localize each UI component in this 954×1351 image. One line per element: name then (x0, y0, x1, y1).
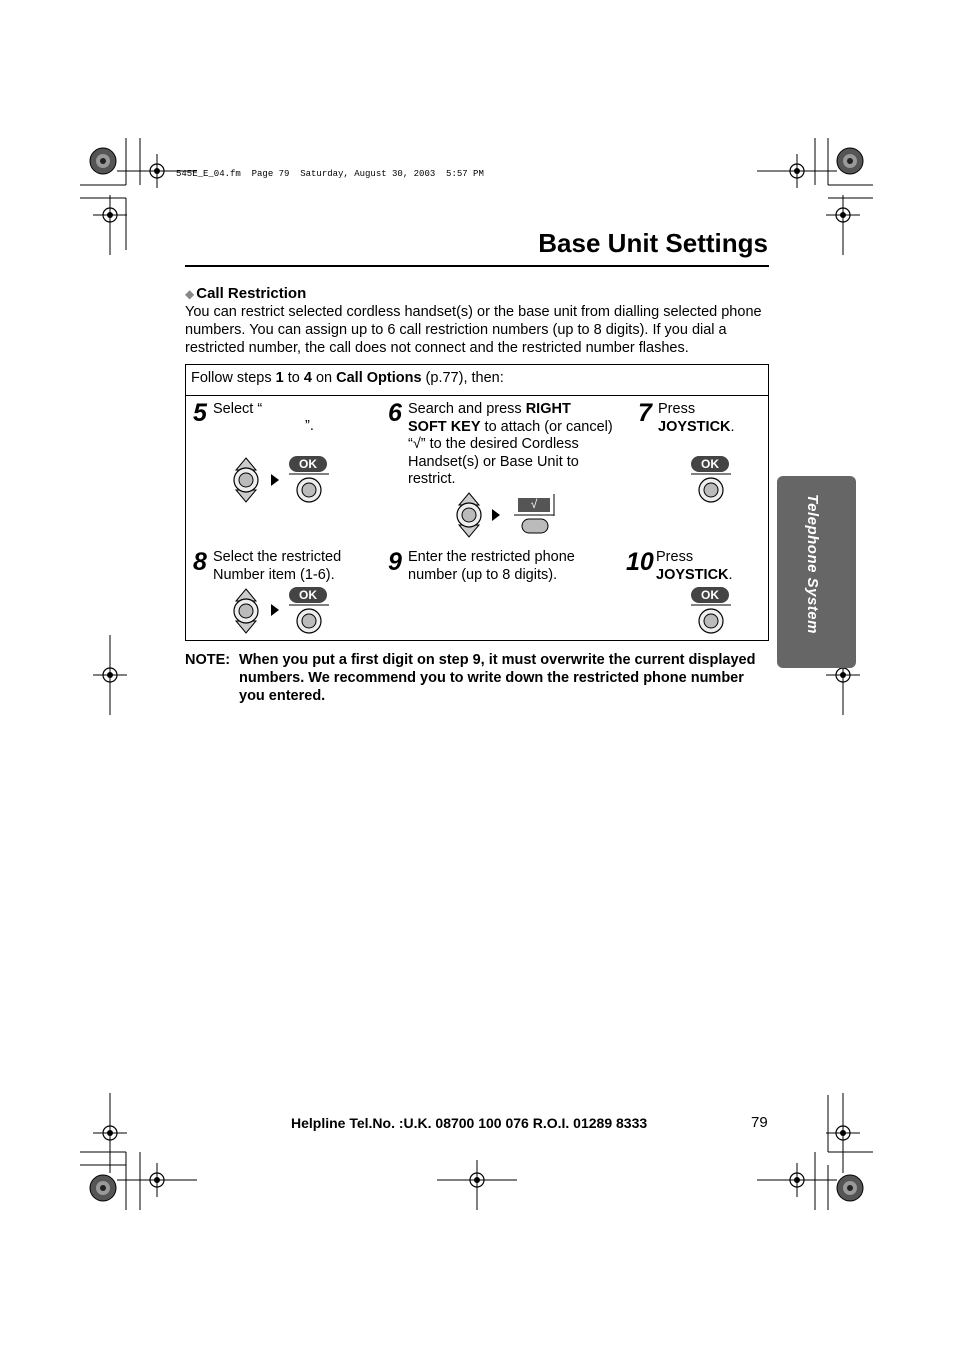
step-6-key-b: SOFT KEY (408, 418, 481, 435)
ok-joystick-step10 (691, 587, 731, 640)
joystick-icon (452, 491, 486, 539)
step-7-end: . (730, 418, 735, 435)
arrow-right-icon (270, 603, 280, 617)
step-10-end: . (728, 566, 733, 583)
step-7-number: 7 (638, 399, 652, 427)
steps-box-divider (185, 395, 769, 396)
step-9-text: Enter the restricted phone number (up to 8 digits). (408, 549, 575, 583)
joystick-icon (229, 587, 263, 635)
check-mark-label: √ (530, 497, 538, 511)
arrow-right-icon (270, 473, 280, 487)
soft-key-display (514, 494, 554, 514)
follow-step-start: 1 (275, 370, 284, 386)
step-8-text: Select the restricted Number item (1-6). (213, 549, 342, 583)
step-7-text (658, 401, 735, 436)
step-6-text-a: Search and press (408, 401, 526, 417)
joystick-icon (289, 472, 329, 504)
step-8-number: 8 (193, 548, 207, 576)
step-5-text-b: ”. (305, 418, 314, 434)
follow-step-end: 4 (303, 370, 312, 386)
follow-text: on (311, 370, 337, 386)
step-10-text (656, 549, 733, 584)
ok-button-icon: OK (289, 456, 327, 472)
joystick-icon (229, 456, 263, 504)
follow-steps (191, 370, 504, 388)
step-10-press: Press (656, 549, 694, 565)
step-6-text-b: to attach (or cancel) “√” to the desired Cordless Handset(s) or Base Unit to restrict. (408, 418, 613, 487)
soft-key-icon (521, 518, 549, 534)
ok-button-icon: OK (691, 456, 729, 472)
footer-helpline: Helpline Tel.No. :U.K. 08700 100 076 R.O.I. 01289 8333 (291, 1115, 648, 1131)
title-rule (185, 265, 769, 267)
note-label: NOTE: (185, 652, 231, 668)
ok-joystick-step8 (289, 587, 329, 640)
follow-text: (p.77), then: (421, 370, 504, 386)
joystick-icon (691, 472, 731, 504)
step-6-key-a: RIGHT (525, 401, 571, 417)
side-tab (777, 476, 856, 668)
ok-joystick-step5 (289, 456, 329, 509)
ok-button-icon: OK (691, 587, 729, 603)
joystick-icon (691, 603, 731, 635)
section-title-text: Call Restriction (196, 285, 307, 302)
page-title: Base Unit Settings (538, 228, 768, 258)
side-tab-label: Telephone System (804, 494, 821, 634)
step-10-key: JOYSTICK (656, 566, 729, 583)
arrow-right-icon (491, 508, 501, 522)
step-10-number: 10 (626, 548, 654, 576)
step-7-press: Press (658, 401, 696, 417)
section-title (185, 285, 306, 302)
follow-text: to (283, 370, 304, 386)
step-7-key: JOYSTICK (658, 418, 731, 435)
follow-text: Follow steps (191, 370, 276, 386)
ok-button-icon: OK (289, 587, 327, 603)
joystick-icon (289, 603, 329, 635)
file-header: 545E_E_04.fm Page 79 Saturday, August 30, 2003 5:57 PM (176, 169, 484, 179)
follow-menu-name: Call Options (336, 370, 422, 386)
step-9-number: 9 (388, 548, 402, 576)
note-text: When you put a first digit on step 9, it must overwrite the current displayed numbers. We recommend you to write down the restricted phone number you entered. (239, 652, 756, 704)
diamond-bullet-icon: ◆ (185, 287, 195, 301)
step-5-number: 5 (193, 399, 207, 427)
page-number: 79 (751, 1114, 768, 1131)
step-6-number: 6 (388, 399, 402, 427)
section-intro: You can restrict selected cordless handset(s) or the base unit from dialling selected phone numbers. You can assign up to 6 call restriction numbers (up to 8 digits). If you dial a restricted number, the call does not connect and the restricted number flashes. (185, 304, 762, 356)
step-5-text-a: Select “ (213, 401, 263, 417)
ok-joystick-step7 (691, 456, 731, 509)
step-6-text (408, 401, 613, 489)
